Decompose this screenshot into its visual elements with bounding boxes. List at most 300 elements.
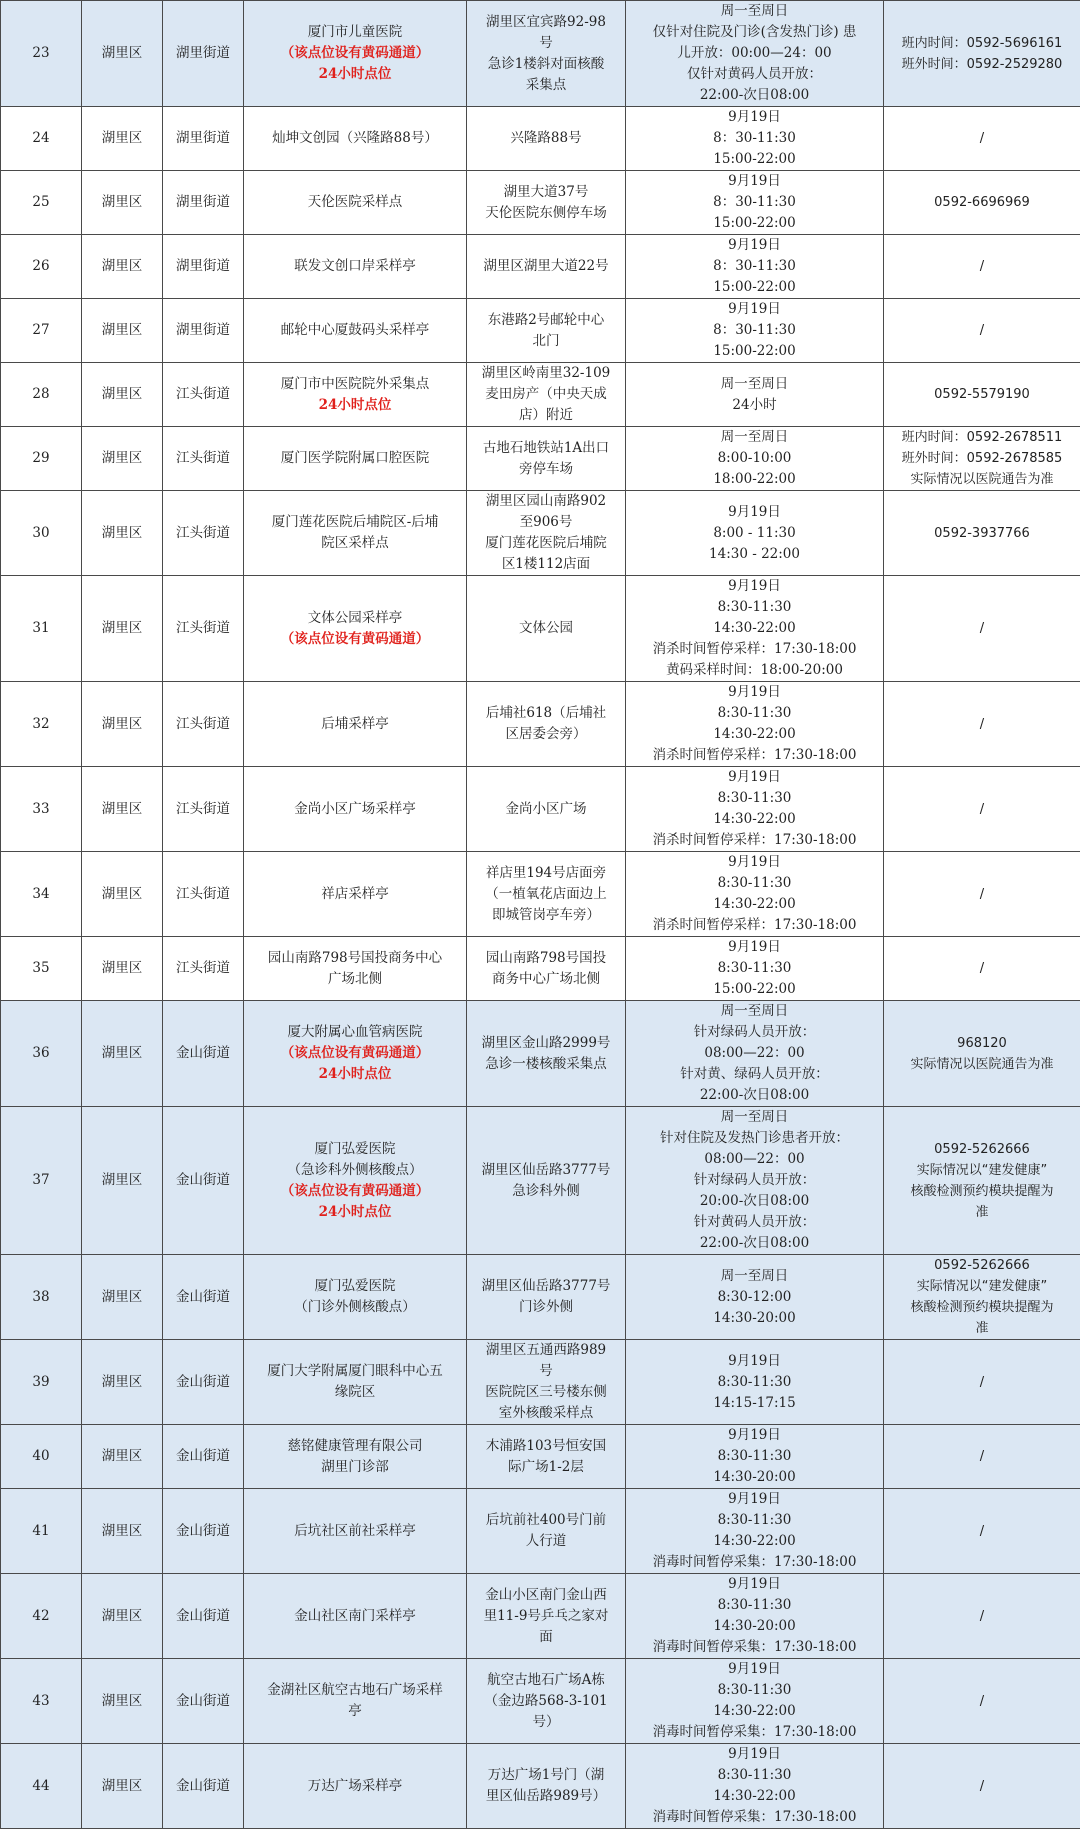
address-cell-line: 号 [470, 1361, 622, 1382]
address-cell [467, 1255, 626, 1340]
contact-cell-line: / [887, 1521, 1077, 1542]
address-cell-line: 湖里区湖里大道22号 [470, 256, 622, 277]
row-number: 42 [1, 1574, 82, 1659]
address-cell-line: 古地石地铁站1A出口 [470, 438, 622, 459]
site-name-cell [244, 491, 467, 576]
address-cell-line: 后埔社618（后埔社 [470, 703, 622, 724]
contact-cell [884, 427, 1080, 491]
hours-cell-line: 8:30-11:30 [629, 1595, 880, 1616]
street-cell: 湖里街道 [163, 299, 244, 363]
hours-cell-line: 9月19日 [629, 299, 880, 320]
hours-cell-line: 9月19日 [629, 576, 880, 597]
hours-cell-line: 仅针对住院及门诊(含发热门诊) 患 [629, 22, 880, 43]
hours-cell [626, 1744, 884, 1829]
contact-cell [884, 1001, 1080, 1107]
contact-cell-line: / [887, 799, 1077, 820]
hours-cell-line: 15:00-22:00 [629, 341, 880, 362]
contact-cell-line: 班内时间：0592-2678511 [887, 427, 1077, 448]
address-cell-line: 室外核酸采样点 [470, 1403, 622, 1424]
address-cell-line: 区1楼112店面 [470, 554, 622, 575]
district-cell: 湖里区 [82, 767, 163, 852]
site-name-cell-line: 后埔采样亭 [247, 714, 463, 735]
contact-cell-line: / [887, 884, 1077, 905]
hours-cell [626, 1001, 884, 1107]
address-cell [467, 1574, 626, 1659]
table-row [1, 1425, 1080, 1489]
hours-cell-line: 8:30-11:30 [629, 1372, 880, 1393]
hours-cell [626, 767, 884, 852]
district-cell: 湖里区 [82, 1574, 163, 1659]
site-name-cell [244, 299, 467, 363]
street-cell: 湖里街道 [163, 1, 244, 107]
hours-cell-line: 9月19日 [629, 107, 880, 128]
street-cell: 金山街道 [163, 1659, 244, 1744]
address-cell-line: 兴隆路88号 [470, 128, 622, 149]
address-cell-line: 湖里区园山南路902 [470, 491, 622, 512]
hours-cell [626, 576, 884, 682]
site-name-cell [244, 1574, 467, 1659]
address-cell [467, 235, 626, 299]
site-name-cell-line: （该点位设有黄码通道） [247, 1181, 463, 1202]
site-name-cell-line: 金尚小区广场采样亭 [247, 799, 463, 820]
address-cell-line: 际广场1-2层 [470, 1457, 622, 1478]
address-cell [467, 1001, 626, 1107]
district-cell: 湖里区 [82, 1107, 163, 1255]
contact-cell-line: 0592-5579190 [887, 384, 1077, 405]
site-name-cell-line: 院区采样点 [247, 533, 463, 554]
hours-cell [626, 937, 884, 1001]
address-cell [467, 576, 626, 682]
hours-cell-line: 周一至周日 [629, 1, 880, 22]
hours-cell-line: 周一至周日 [629, 1001, 880, 1022]
street-cell: 金山街道 [163, 1001, 244, 1107]
address-cell-line: （一植氧花店面边上 [470, 884, 622, 905]
table-row [1, 682, 1080, 767]
site-name-cell-line: 24小时点位 [247, 395, 463, 416]
district-cell: 湖里区 [82, 937, 163, 1001]
table-row [1, 299, 1080, 363]
row-number: 33 [1, 767, 82, 852]
hours-cell-line: 8:30-11:30 [629, 873, 880, 894]
hours-cell [626, 1, 884, 107]
address-cell [467, 937, 626, 1001]
hours-cell-line: 8:30-11:30 [629, 788, 880, 809]
row-number: 30 [1, 491, 82, 576]
site-name-cell-line: 慈铭健康管理有限公司 [247, 1436, 463, 1457]
hours-cell-line: 8:30-12:00 [629, 1287, 880, 1308]
address-cell-line: 号 [470, 33, 622, 54]
address-cell-line: 万达广场1号门（湖 [470, 1765, 622, 1786]
contact-cell-line: 0592-6696969 [887, 192, 1077, 213]
street-cell: 金山街道 [163, 1107, 244, 1255]
contact-cell [884, 1340, 1080, 1425]
street-cell: 金山街道 [163, 1340, 244, 1425]
table-row [1, 1107, 1080, 1255]
address-cell-line: 里区仙岳路989号） [470, 1786, 622, 1807]
row-number: 32 [1, 682, 82, 767]
hours-cell-line: 消毒时间暂停采集：17:30-18:00 [629, 1637, 880, 1658]
hours-cell [626, 1425, 884, 1489]
hours-cell-line: 22:00-次日08:00 [629, 85, 880, 106]
hours-cell [626, 1107, 884, 1255]
contact-cell-line: 班外时间：0592-2678585 [887, 448, 1077, 469]
district-cell: 湖里区 [82, 1425, 163, 1489]
district-cell: 湖里区 [82, 682, 163, 767]
address-cell-line: 东港路2号邮轮中心 [470, 310, 622, 331]
street-cell: 江头街道 [163, 682, 244, 767]
contact-cell-line: 班内时间：0592-5696161 [887, 33, 1077, 54]
address-cell [467, 1107, 626, 1255]
row-number: 31 [1, 576, 82, 682]
hours-cell-line: 9月19日 [629, 767, 880, 788]
table-row [1, 767, 1080, 852]
hours-cell-line: 8:30-11:30 [629, 958, 880, 979]
site-name-cell-line: 厦门莲花医院后埔院区-后埔 [247, 512, 463, 533]
street-cell: 江头街道 [163, 937, 244, 1001]
site-name-cell-line: 金湖社区航空古地石广场采样 [247, 1680, 463, 1701]
address-cell-line: 急诊一楼核酸采集点 [470, 1054, 622, 1075]
site-name-cell-line: 灿坤文创园（兴隆路88号） [247, 128, 463, 149]
hours-cell-line: 消杀时间暂停采样：17:30-18:00 [629, 639, 880, 660]
table-row [1, 491, 1080, 576]
row-number: 26 [1, 235, 82, 299]
site-name-cell [244, 1001, 467, 1107]
hours-cell-line: 9月19日 [629, 1489, 880, 1510]
site-name-cell-line: 邮轮中心厦鼓码头采样亭 [247, 320, 463, 341]
row-number: 29 [1, 427, 82, 491]
district-cell: 湖里区 [82, 1255, 163, 1340]
contact-cell [884, 1425, 1080, 1489]
row-number: 44 [1, 1744, 82, 1829]
site-name-cell [244, 235, 467, 299]
contact-cell-line: 968120 [887, 1033, 1077, 1054]
site-name-cell-line: 文体公园采样亭 [247, 608, 463, 629]
contact-cell-line: 实际情况以医院通告为准 [887, 469, 1077, 490]
hours-cell-line: 14:30-22:00 [629, 894, 880, 915]
address-cell [467, 299, 626, 363]
contact-cell-line: 0592-5262666 [887, 1255, 1077, 1276]
hours-cell-line: 14:30-22:00 [629, 618, 880, 639]
contact-cell-line: / [887, 618, 1077, 639]
address-cell-line: 即城管岗亭车旁） [470, 905, 622, 926]
hours-cell-line: 9月19日 [629, 937, 880, 958]
district-cell: 湖里区 [82, 576, 163, 682]
address-cell-line: 北门 [470, 331, 622, 352]
hours-cell-line: 9月19日 [629, 171, 880, 192]
address-cell [467, 107, 626, 171]
district-cell: 湖里区 [82, 107, 163, 171]
address-cell-line: 急诊科外侧 [470, 1181, 622, 1202]
address-cell-line: 商务中心广场北侧 [470, 969, 622, 990]
site-name-cell [244, 682, 467, 767]
address-cell-line: 急诊1楼斜对面核酸 [470, 54, 622, 75]
address-cell-line: （金边路568-3-101 [470, 1691, 622, 1712]
hours-cell-line: 22:00-次日08:00 [629, 1085, 880, 1106]
address-cell-line: 至906号 [470, 512, 622, 533]
hours-cell-line: 消杀时间暂停采样：17:30-18:00 [629, 745, 880, 766]
hours-cell-line: 14:15-17:15 [629, 1393, 880, 1414]
site-name-cell-line: 天伦医院采样点 [247, 192, 463, 213]
table-row [1, 1659, 1080, 1744]
contact-cell [884, 937, 1080, 1001]
site-name-cell-line: 厦门市儿童医院 [247, 22, 463, 43]
contact-cell-line: / [887, 320, 1077, 341]
address-cell-line: 航空古地石广场A栋 [470, 1670, 622, 1691]
row-number: 24 [1, 107, 82, 171]
table-row [1, 1340, 1080, 1425]
site-name-cell-line: 广场北侧 [247, 969, 463, 990]
table-row [1, 427, 1080, 491]
hours-cell-line: 消毒时间暂停采集：17:30-18:00 [629, 1807, 880, 1828]
hours-cell-line: 8：30-11:30 [629, 256, 880, 277]
address-cell-line: 祥店里194号店面旁 [470, 863, 622, 884]
district-cell: 湖里区 [82, 363, 163, 427]
address-cell [467, 1659, 626, 1744]
contact-cell [884, 1659, 1080, 1744]
row-number: 25 [1, 171, 82, 235]
hours-cell-line: 8：30-11:30 [629, 192, 880, 213]
hours-cell [626, 1255, 884, 1340]
site-name-cell-line: （该点位设有黄码通道） [247, 629, 463, 650]
site-name-cell [244, 1744, 467, 1829]
site-name-cell-line: 万达广场采样亭 [247, 1776, 463, 1797]
hours-cell-line: 周一至周日 [629, 427, 880, 448]
district-cell: 湖里区 [82, 1001, 163, 1107]
district-cell: 湖里区 [82, 299, 163, 363]
site-name-cell [244, 1425, 467, 1489]
district-cell: 湖里区 [82, 1744, 163, 1829]
site-name-cell [244, 171, 467, 235]
table-row [1, 1001, 1080, 1107]
address-cell-line: 天伦医院东侧停车场 [470, 203, 622, 224]
contact-cell-line: 实际情况以医院通告为准 [887, 1054, 1077, 1075]
table-row [1, 937, 1080, 1001]
contact-cell-line: 班外时间：0592-2529280 [887, 54, 1077, 75]
hours-cell [626, 682, 884, 767]
hours-cell-line: 15:00-22:00 [629, 979, 880, 1000]
address-cell-line: 店）附近 [470, 405, 622, 426]
address-cell-line: 湖里区岭南里32-109 [470, 363, 622, 384]
site-name-cell-line: 金山社区南门采样亭 [247, 1606, 463, 1627]
contact-cell [884, 1107, 1080, 1255]
site-name-cell [244, 1659, 467, 1744]
street-cell: 金山街道 [163, 1425, 244, 1489]
address-cell [467, 852, 626, 937]
district-cell: 湖里区 [82, 852, 163, 937]
address-cell-line: 园山南路798号国投 [470, 948, 622, 969]
address-cell-line: 湖里区金山路2999号 [470, 1033, 622, 1054]
contact-cell [884, 1744, 1080, 1829]
contact-cell-line: / [887, 1606, 1077, 1627]
district-cell: 湖里区 [82, 235, 163, 299]
site-name-cell [244, 1107, 467, 1255]
hours-cell-line: 9月19日 [629, 682, 880, 703]
address-cell-line: 厦门莲花医院后埔院 [470, 533, 622, 554]
address-cell-line: 采集点 [470, 75, 622, 96]
contact-cell-line: / [887, 1776, 1077, 1797]
site-name-cell [244, 1489, 467, 1574]
street-cell: 湖里街道 [163, 171, 244, 235]
site-name-cell [244, 852, 467, 937]
hours-cell-line: 8:30-11:30 [629, 1680, 880, 1701]
contact-cell [884, 491, 1080, 576]
hours-cell-line: 14:30-22:00 [629, 1531, 880, 1552]
hours-cell-line: 9月19日 [629, 502, 880, 523]
hours-cell-line: 8:30-11:30 [629, 1765, 880, 1786]
hours-cell-line: 8:30-11:30 [629, 1510, 880, 1531]
district-cell: 湖里区 [82, 1, 163, 107]
hours-cell-line: 9月19日 [629, 1744, 880, 1765]
site-name-cell [244, 363, 467, 427]
contact-cell [884, 107, 1080, 171]
address-cell [467, 1489, 626, 1574]
address-cell-line: 后坑前社400号门前 [470, 1510, 622, 1531]
hours-cell-line: 针对黄码人员开放： [629, 1212, 880, 1233]
hours-cell-line: 08:00—22：00 [629, 1149, 880, 1170]
address-cell [467, 767, 626, 852]
hours-cell-line: 15:00-22:00 [629, 213, 880, 234]
site-name-cell-line: （门诊外侧核酸点） [247, 1297, 463, 1318]
hours-cell-line: 消毒时间暂停采集：17:30-18:00 [629, 1552, 880, 1573]
hours-cell-line: 消杀时间暂停采样：17:30-18:00 [629, 915, 880, 936]
address-cell-line: 区居委会旁） [470, 724, 622, 745]
address-cell-line: 门诊外侧 [470, 1297, 622, 1318]
street-cell: 金山街道 [163, 1255, 244, 1340]
address-cell-line: 文体公园 [470, 618, 622, 639]
hours-cell [626, 235, 884, 299]
hours-cell [626, 363, 884, 427]
hours-cell-line: 14:30 - 22:00 [629, 544, 880, 565]
address-cell-line: 麦田房产（中央天成 [470, 384, 622, 405]
address-cell-line: 湖里区仙岳路3777号 [470, 1276, 622, 1297]
address-cell [467, 1340, 626, 1425]
hours-cell-line: 9月19日 [629, 1351, 880, 1372]
hours-cell [626, 1340, 884, 1425]
address-cell-line: 金尚小区广场 [470, 799, 622, 820]
row-number: 41 [1, 1489, 82, 1574]
contact-cell [884, 682, 1080, 767]
hours-cell-line: 消杀时间暂停采样：17:30-18:00 [629, 830, 880, 851]
hours-cell-line: 14:30-20:00 [629, 1308, 880, 1329]
contact-cell [884, 1574, 1080, 1659]
row-number: 37 [1, 1107, 82, 1255]
hours-cell [626, 852, 884, 937]
hours-cell-line: 8:00 - 11:30 [629, 523, 880, 544]
street-cell: 湖里街道 [163, 235, 244, 299]
site-name-cell-line: 24小时点位 [247, 64, 463, 85]
contact-cell-line: / [887, 1691, 1077, 1712]
site-name-cell-line: 24小时点位 [247, 1202, 463, 1223]
address-cell [467, 1, 626, 107]
row-number: 36 [1, 1001, 82, 1107]
contact-cell-line: 准 [887, 1202, 1077, 1223]
contact-cell-line: / [887, 1446, 1077, 1467]
address-cell-line: 里11-9号乒乓之家对 [470, 1606, 622, 1627]
hours-cell-line: 8：30-11:30 [629, 320, 880, 341]
street-cell: 金山街道 [163, 1574, 244, 1659]
hours-cell [626, 1489, 884, 1574]
district-cell: 湖里区 [82, 427, 163, 491]
site-name-cell-line: （该点位设有黄码通道） [247, 1043, 463, 1064]
row-number: 35 [1, 937, 82, 1001]
hours-cell-line: 周一至周日 [629, 374, 880, 395]
hours-cell-line: 黄码采样时间：18:00-20:00 [629, 660, 880, 681]
street-cell: 江头街道 [163, 491, 244, 576]
hours-cell-line: 8:00-10:00 [629, 448, 880, 469]
contact-cell [884, 235, 1080, 299]
site-name-cell [244, 107, 467, 171]
hours-cell-line: 9月19日 [629, 852, 880, 873]
hours-cell [626, 427, 884, 491]
row-number: 38 [1, 1255, 82, 1340]
site-name-cell-line: （急诊科外侧核酸点） [247, 1160, 463, 1181]
hours-cell-line: 20:00-次日08:00 [629, 1191, 880, 1212]
row-number: 34 [1, 852, 82, 937]
table-row [1, 1744, 1080, 1829]
address-cell-line: 旁停车场 [470, 459, 622, 480]
district-cell: 湖里区 [82, 171, 163, 235]
street-cell: 湖里街道 [163, 107, 244, 171]
contact-cell [884, 1255, 1080, 1340]
address-cell-line: 湖里区仙岳路3777号 [470, 1160, 622, 1181]
site-name-cell-line: 亭 [247, 1701, 463, 1722]
address-cell-line: 号） [470, 1712, 622, 1733]
contact-cell-line: 核酸检测预约模块提醒为 [887, 1181, 1077, 1202]
hours-cell-line: 15:00-22:00 [629, 277, 880, 298]
contact-cell-line: / [887, 714, 1077, 735]
district-cell: 湖里区 [82, 491, 163, 576]
table-row [1, 1255, 1080, 1340]
hours-cell [626, 1574, 884, 1659]
hours-cell-line: 消毒时间暂停采集：17:30-18:00 [629, 1722, 880, 1743]
contact-cell-line: / [887, 958, 1077, 979]
hours-cell-line: 仅针对黄码人员开放： [629, 64, 880, 85]
row-number: 39 [1, 1340, 82, 1425]
street-cell: 金山街道 [163, 1489, 244, 1574]
site-name-cell-line: 厦门弘爱医院 [247, 1276, 463, 1297]
hours-cell [626, 107, 884, 171]
street-cell: 江头街道 [163, 363, 244, 427]
hours-cell-line: 针对绿码人员开放： [629, 1022, 880, 1043]
table-row [1, 363, 1080, 427]
site-name-cell-line: 厦大附属心血管病医院 [247, 1022, 463, 1043]
hours-cell-line: 22:00-次日08:00 [629, 1233, 880, 1254]
site-name-cell-line: 厦门弘爱医院 [247, 1139, 463, 1160]
address-cell [467, 682, 626, 767]
hours-cell-line: 8:30-11:30 [629, 703, 880, 724]
hours-cell-line: 8:30-11:30 [629, 597, 880, 618]
site-name-cell [244, 1, 467, 107]
contact-cell [884, 576, 1080, 682]
site-name-cell [244, 576, 467, 682]
address-cell [467, 1744, 626, 1829]
site-name-cell-line: （该点位设有黄码通道） [247, 43, 463, 64]
address-cell-line: 人行道 [470, 1531, 622, 1552]
table-row [1, 1489, 1080, 1574]
site-name-cell-line: 园山南路798号国投商务中心 [247, 948, 463, 969]
address-cell-line: 金山小区南门金山西 [470, 1585, 622, 1606]
hours-cell-line: 14:30-22:00 [629, 809, 880, 830]
table-row [1, 1, 1080, 107]
hours-cell-line: 针对黄、绿码人员开放： [629, 1064, 880, 1085]
hours-cell-line: 9月19日 [629, 1574, 880, 1595]
contact-cell-line: / [887, 128, 1077, 149]
hours-cell-line: 14:30-22:00 [629, 1701, 880, 1722]
hours-cell [626, 1659, 884, 1744]
address-cell [467, 491, 626, 576]
street-cell: 江头街道 [163, 427, 244, 491]
contact-cell-line: 实际情况以“建发健康” [887, 1160, 1077, 1181]
